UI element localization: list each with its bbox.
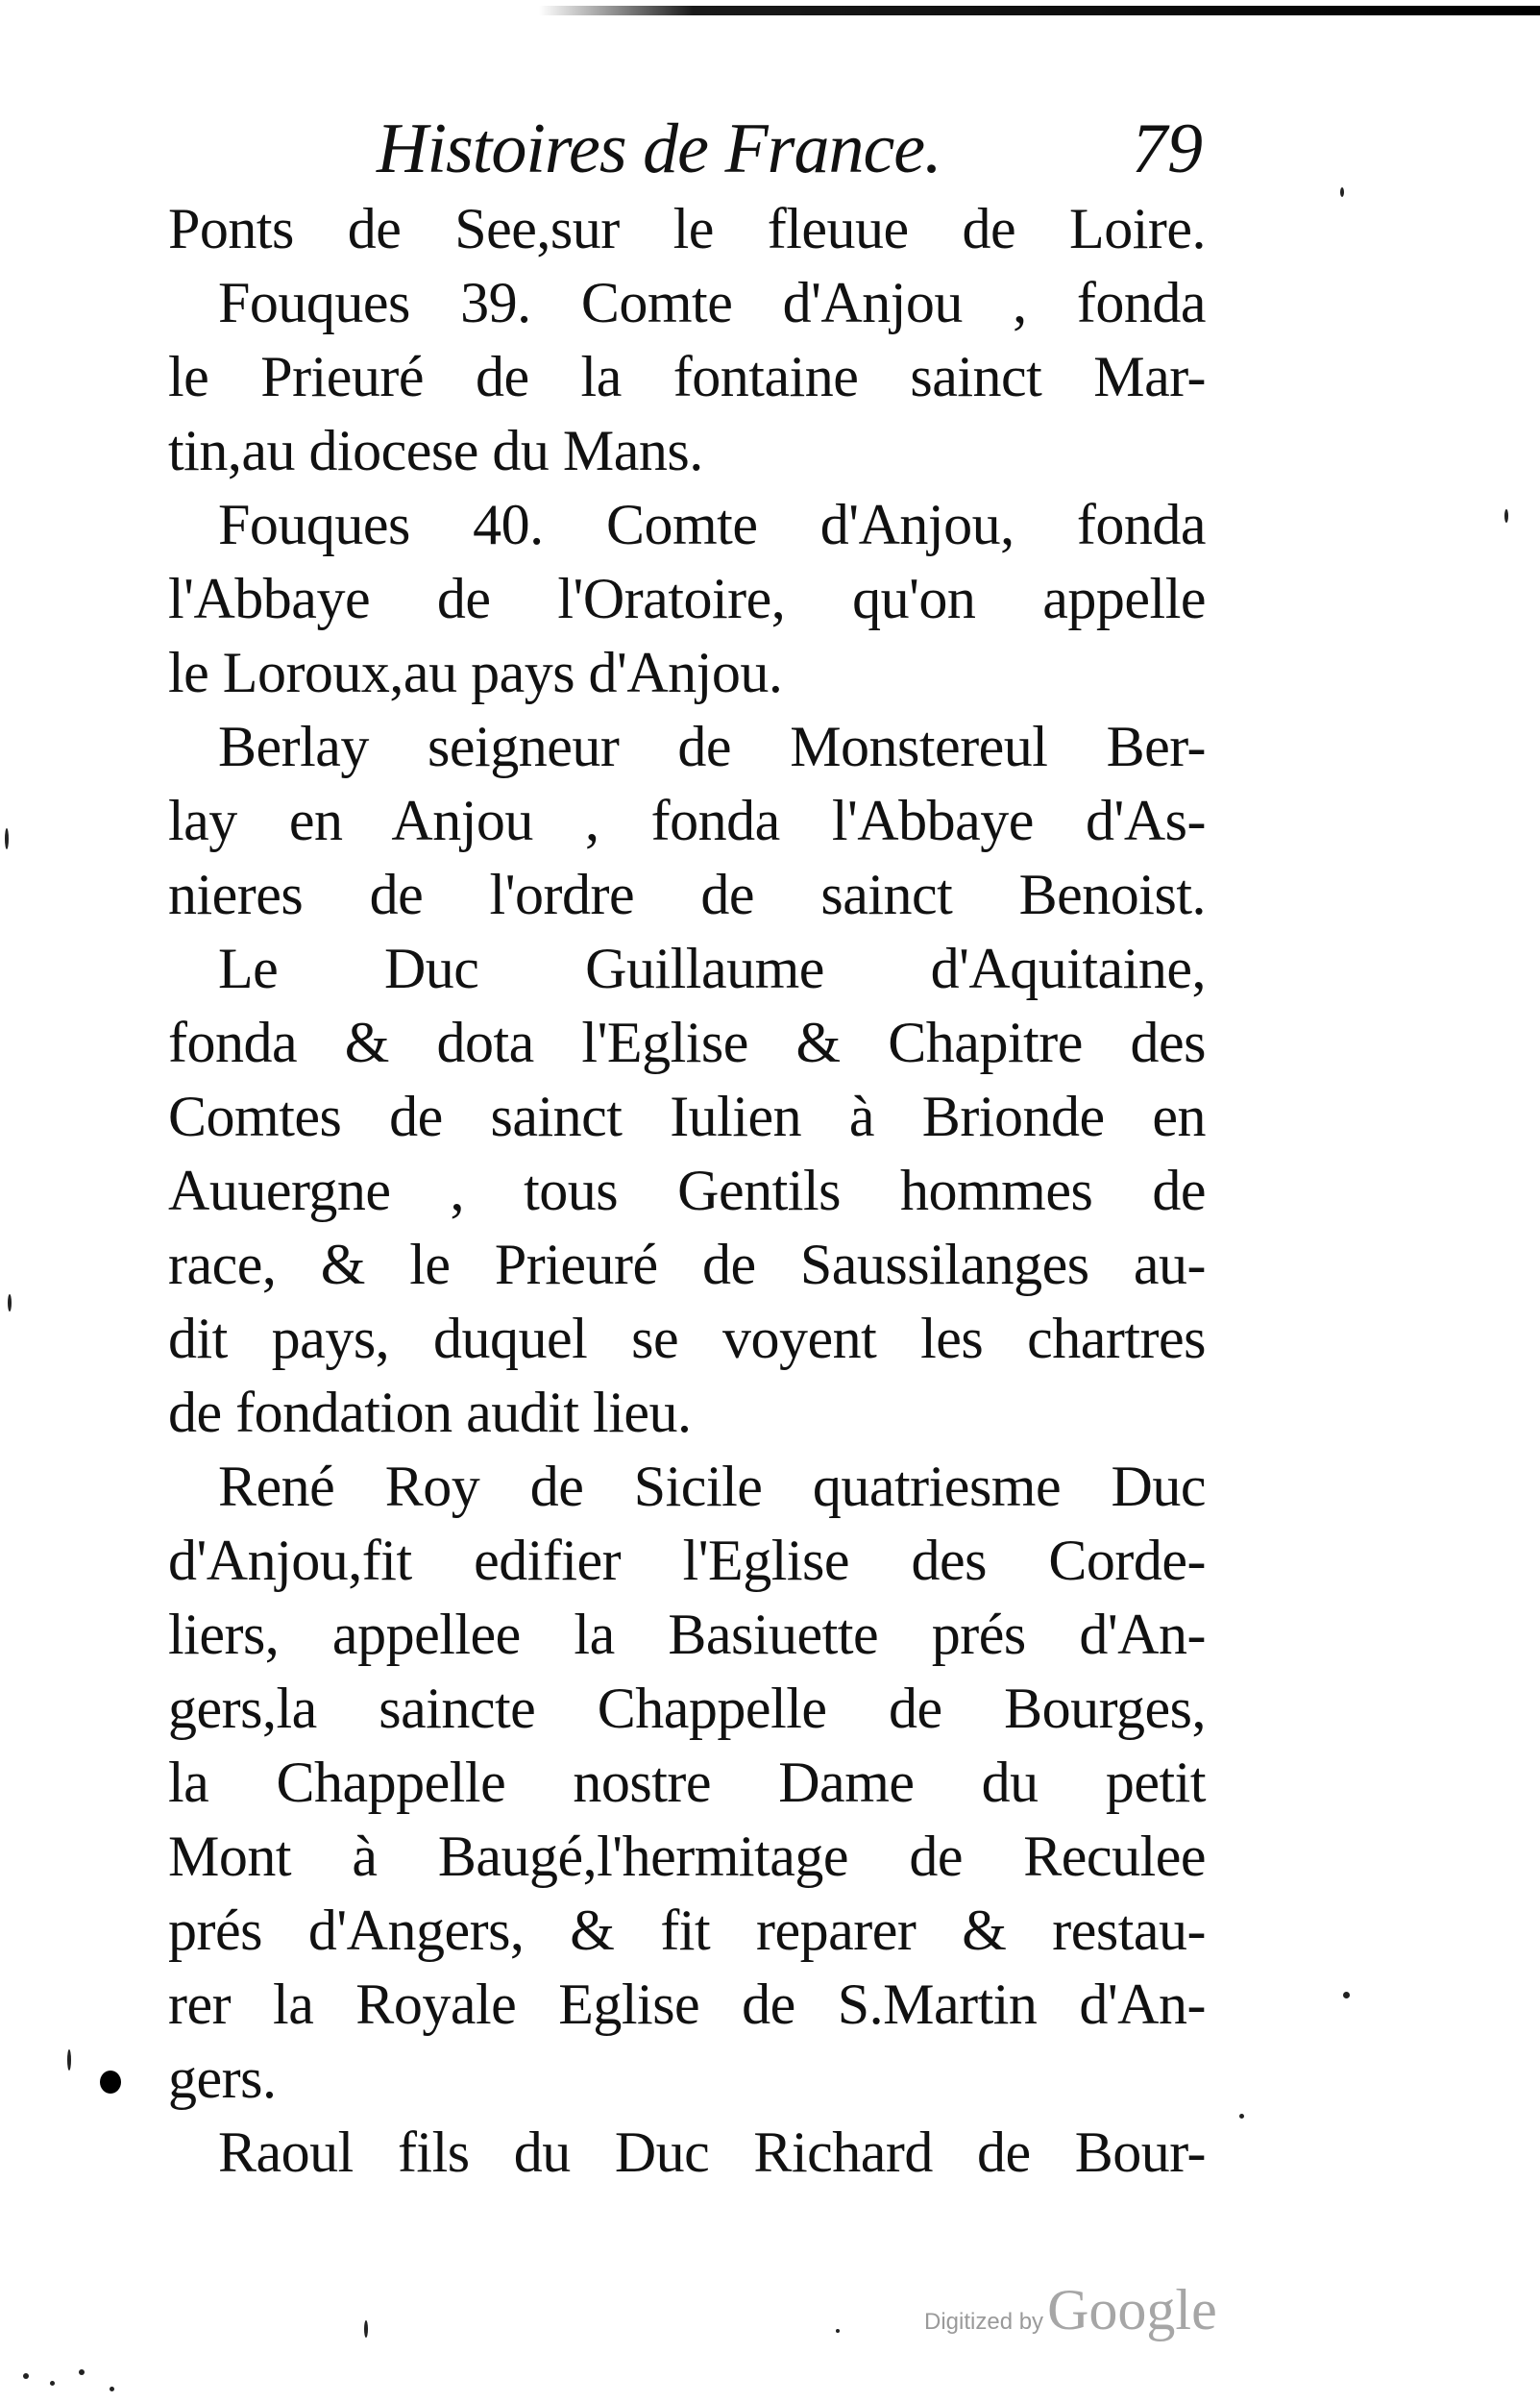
text-line: fonda & dota l'Eglise & Chapitre des <box>168 1011 1206 1074</box>
text-line: l'Abbaye de l'Oratoire, qu'on appelle <box>168 567 1206 630</box>
text-line: dit pays, duquel se voyent les chartres <box>168 1307 1206 1370</box>
text-line: Fouques 39. Comte d'Anjou , fonda <box>218 271 1206 334</box>
ink-speck <box>5 828 9 849</box>
text-line: le Loroux,au pays d'Anjou. <box>168 641 783 704</box>
ink-speck <box>836 2329 840 2333</box>
text-line: gers,la saincte Chappelle de Bourges, <box>168 1677 1206 1740</box>
top-edge-rule <box>0 6 1540 15</box>
text-line: race, & le Prieuré de Saussilanges au- <box>168 1233 1206 1296</box>
ink-speck <box>1239 2114 1244 2119</box>
digitized-watermark <box>924 2277 1217 2343</box>
text-line: Ponts de See,sur le fleuue de Loire. <box>168 197 1206 260</box>
text-line: nieres de l'ordre de sainct Benoist. <box>168 863 1206 926</box>
ink-speck <box>1340 187 1344 197</box>
text-line: Raoul fils du Duc Richard de Bour- <box>218 2120 1206 2184</box>
text-line: prés d'Angers, & fit reparer & restau- <box>168 1899 1206 1962</box>
ink-speck <box>67 2049 71 2071</box>
text-line: Auuergne , tous Gentils hommes de <box>168 1159 1206 1222</box>
ink-speck <box>364 2320 368 2338</box>
text-line: Comtes de sainct Iulien à Brionde en <box>168 1085 1206 1148</box>
google-logo: Google <box>1047 2278 1217 2341</box>
text-line: de fondation audit lieu. <box>168 1381 692 1444</box>
text-line: tin,au diocese du Mans. <box>168 419 703 482</box>
text-line: Berlay seigneur de Monstereul Ber- <box>218 715 1206 778</box>
running-title: Histoires de France. <box>377 110 941 188</box>
ink-speck <box>110 2387 114 2391</box>
text-line: la Chappelle nostre Dame du petit <box>168 1751 1206 1814</box>
ink-speck <box>1504 509 1508 523</box>
body-text <box>168 192 1206 2190</box>
text-line: gers. <box>168 2047 277 2110</box>
page-number: 79 <box>1132 110 1203 188</box>
text-line: Fouques 40. Comte d'Anjou, fonda <box>218 493 1206 556</box>
text-line: rer la Royale Eglise de S.Martin d'An- <box>168 1973 1206 2036</box>
text-line: Mont à Baugé,l'hermitage de Reculee <box>168 1825 1206 1888</box>
ink-speck <box>8 1294 12 1311</box>
text-line: liers, appellee la Basiuette prés d'An- <box>168 1603 1206 1666</box>
text-line: René Roy de Sicile quatriesme Duc <box>218 1455 1206 1518</box>
ink-speck <box>1343 1992 1350 1998</box>
ink-speck <box>23 2373 29 2379</box>
page-header <box>377 96 1203 202</box>
text-line: Le Duc Guillaume d'Aquitaine, <box>218 937 1206 1000</box>
text-line: d'Anjou,fit edifier l'Eglise des Corde- <box>168 1529 1206 1592</box>
ink-speck <box>79 2369 85 2375</box>
watermark-prefix: Digitized by <box>924 2309 1044 2335</box>
text-line: lay en Anjou , fonda l'Abbaye d'As- <box>168 789 1206 852</box>
text-line: le Prieuré de la fontaine sainct Mar- <box>168 345 1206 408</box>
ink-dot <box>100 2071 121 2094</box>
ink-speck <box>50 2381 55 2386</box>
